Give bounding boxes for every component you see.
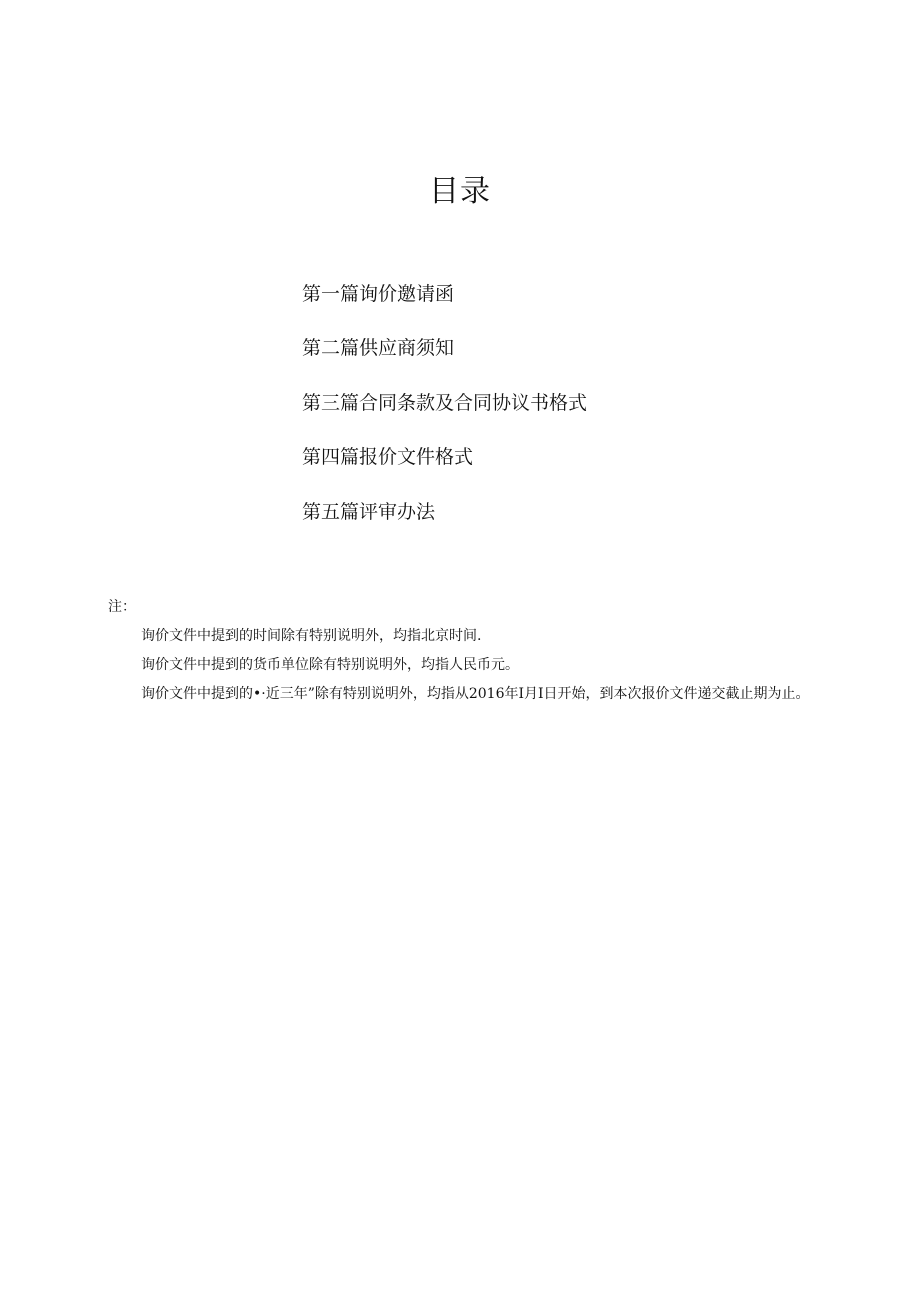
note-currency: 询价文件中提到的货币单位除有特别说明外，均指人民币元。 (141, 657, 519, 673)
toc-item-part-5: 第五篇评审办法 (302, 500, 436, 523)
note-time: 询价文件中提到的时间除有特别说明外，均指北京时间. (141, 628, 482, 644)
toc-item-part-1: 第一篇询价邀请函 (302, 283, 455, 305)
toc-item-part-2: 第二篇供应商须知 (302, 337, 455, 360)
note-recent-three-years: 询价文件中提到的•·近三年”除有特别说明外，均指从2016年I月I日开始，到本次报价文件递交截止期为止。 (141, 686, 810, 702)
table-of-contents (302, 279, 587, 551)
page-title: 目录 (429, 174, 491, 209)
toc-item-part-3: 第三篇合同条款及合同协议书格式 (302, 391, 588, 414)
toc-item-part-4: 第四篇报价文件格式 (302, 446, 474, 469)
notes-section (108, 593, 818, 709)
notes-label: 注： (108, 599, 136, 615)
